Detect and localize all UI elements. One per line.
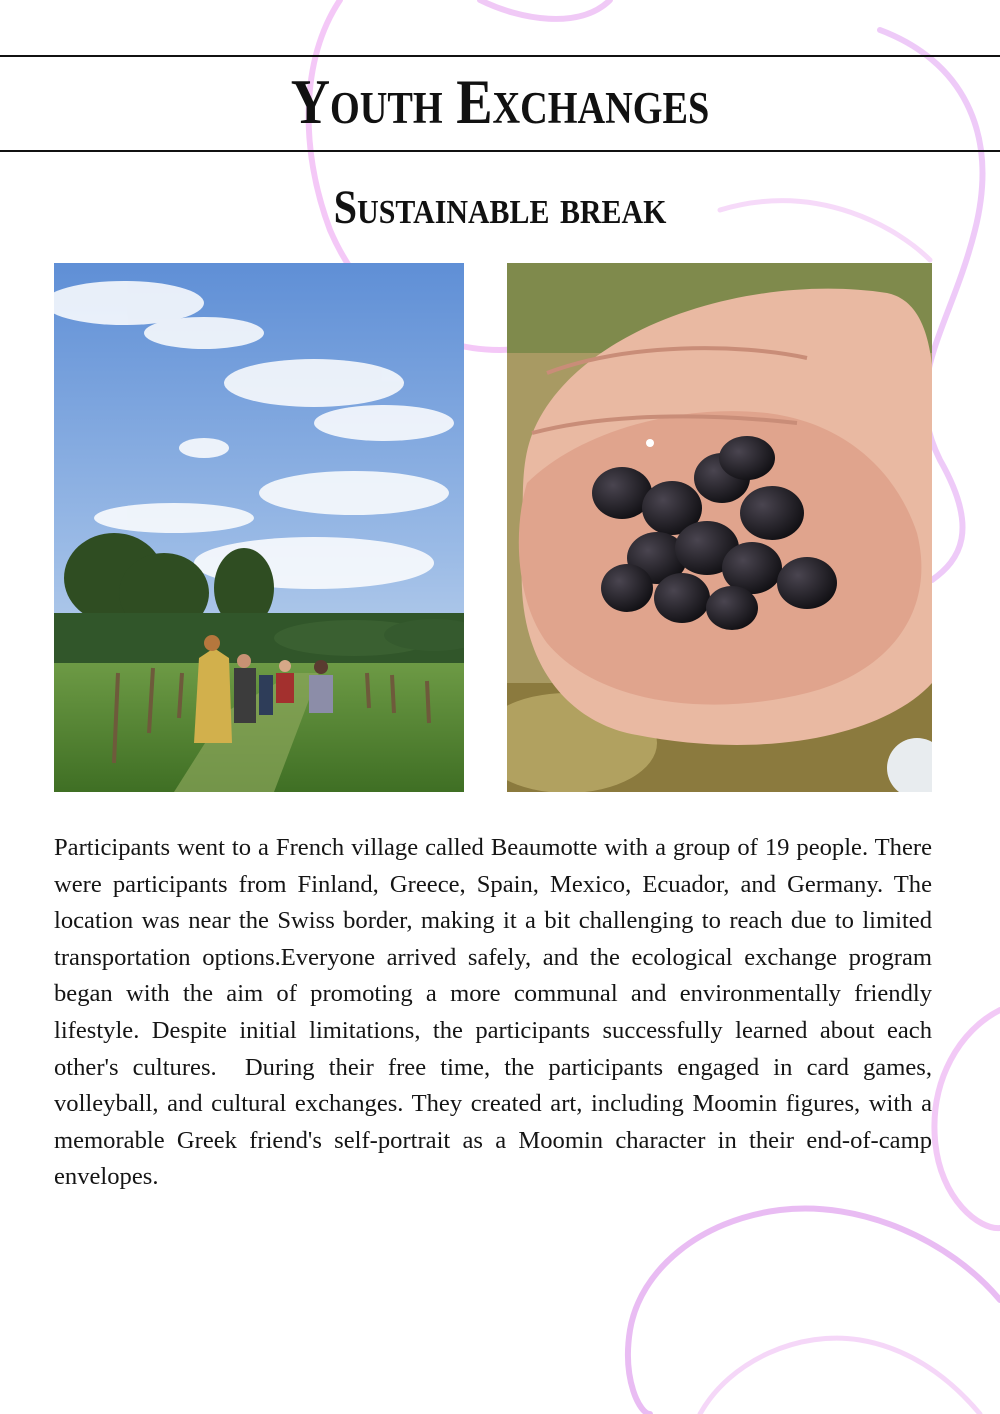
participants-walking-photo: [54, 263, 464, 792]
blackberries-in-hands-photo: [507, 263, 932, 792]
section-subtitle: Sustainable break: [333, 181, 667, 234]
article-body-text: Participants went to a French village called Beaumotte with a group of 19 people. There were participants from Finland, Greece, Spain, Mexico, Ecuador, and Germany. The location was near the Swiss border, making it a bit challenging to reach due to limited transportation options.Everyone arrived safely, and the ecological exchange program began with the aim of promoting a more communal and environmentally friendly lifestyle. Despite initial limitations, the participants successfully learned about each other's cultures. During their free time, the participants engaged in card games, volleyball, and cultural exchanges. They created art, including Moomin figures, with a memorable Greek friend's self-portrait as a Moomin character in their end-of-camp envelopes.: [54, 834, 939, 1191]
page-title: Youth Exchanges: [290, 66, 710, 137]
